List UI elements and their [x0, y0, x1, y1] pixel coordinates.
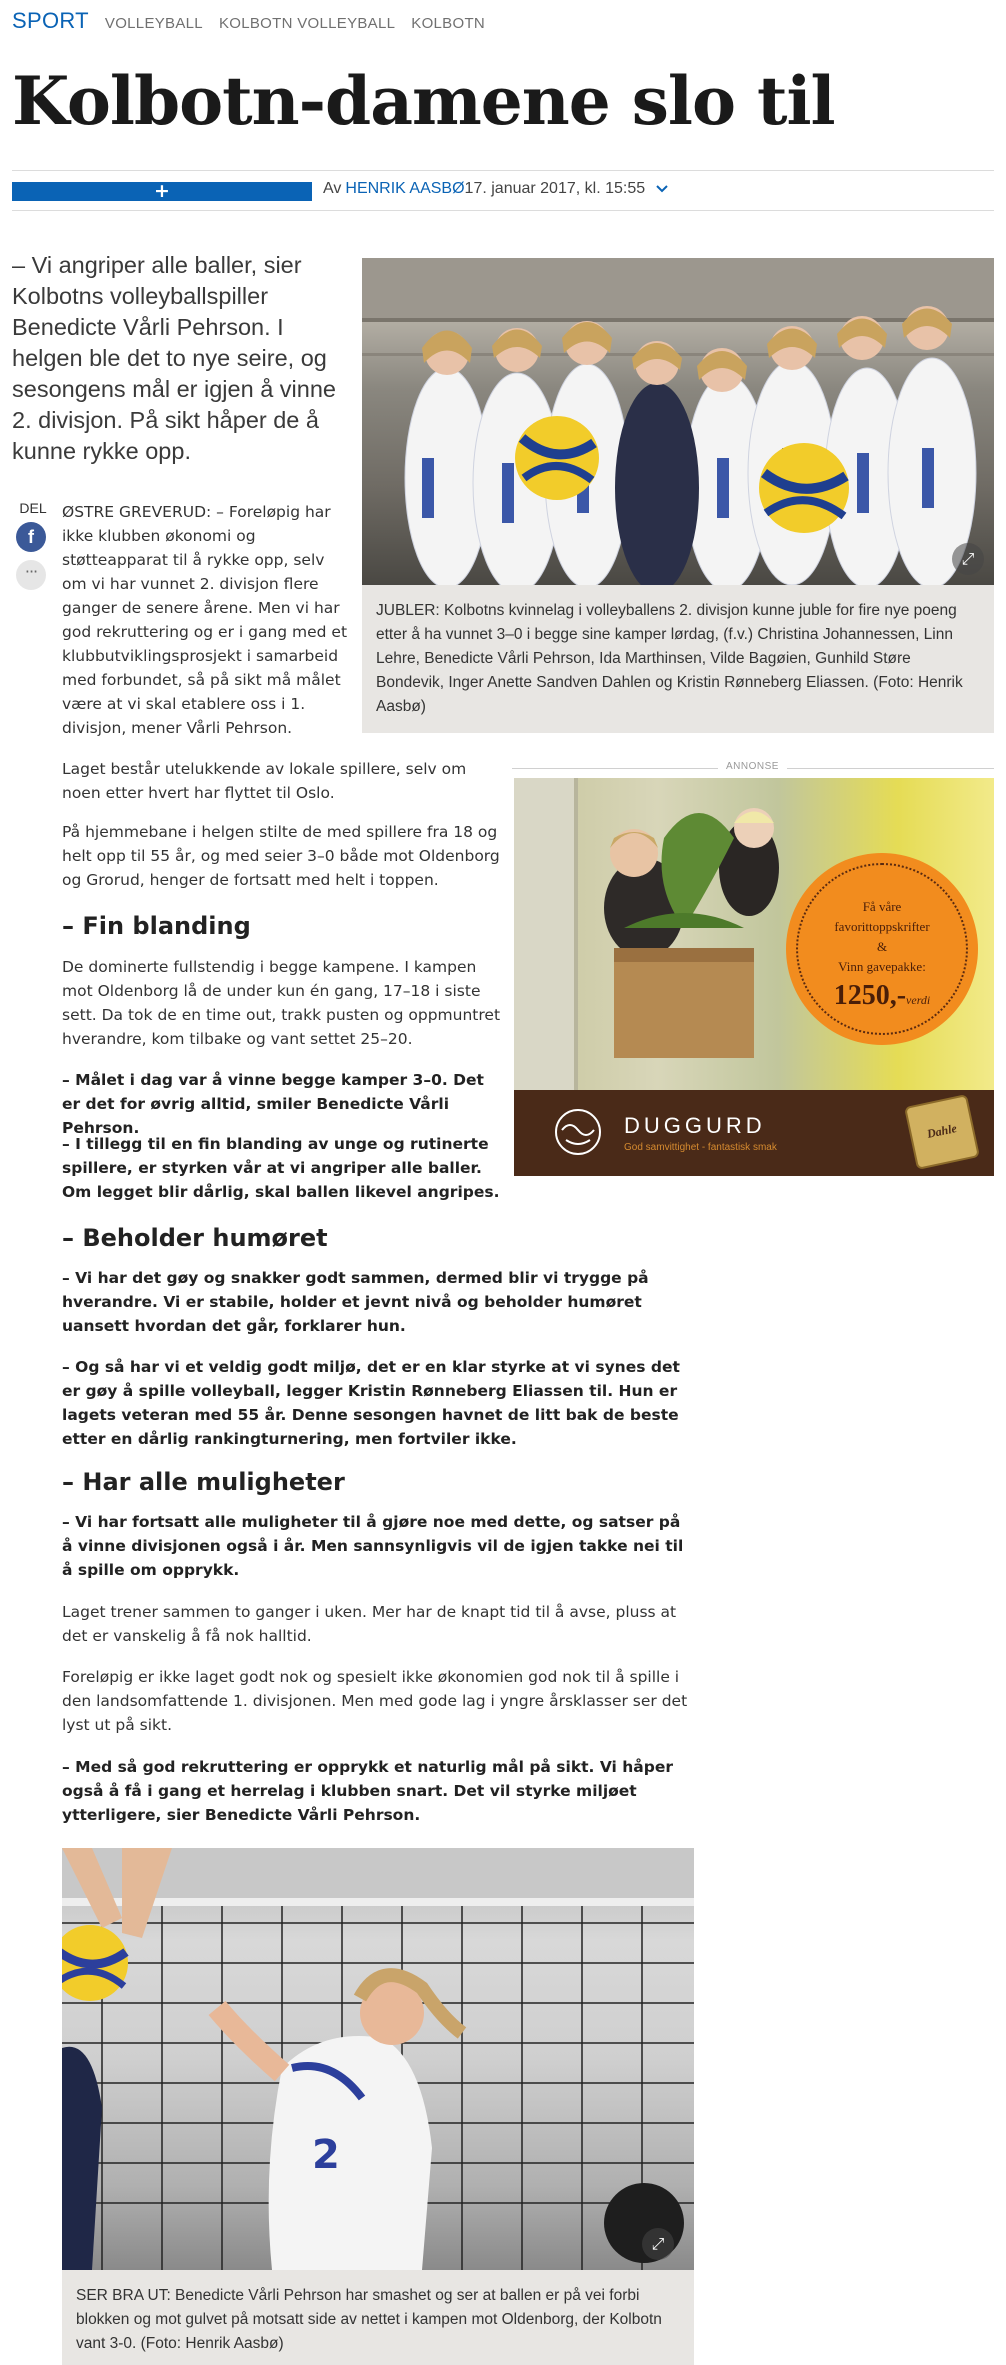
ad-offer-line3: & [876, 939, 888, 954]
svg-text:2: 2 [312, 2132, 340, 2178]
ad-offer-line1: Få våre [862, 899, 902, 914]
paragraph: Laget består utelukkende av lokale spillere, selv om noen etter hvert har flyttet til Oslo. [62, 760, 467, 802]
divider [12, 170, 994, 171]
ad-price-value: 1250,- [833, 980, 907, 1011]
share-panel [16, 500, 50, 590]
byline [323, 180, 669, 198]
ad-offer-circle[interactable] [786, 853, 978, 1045]
team-photo[interactable] [362, 258, 994, 585]
paragraph-quote: – Vi har det gøy og snakker godt sammen, dermed blir vi trygge på hverandre. Vi er stabile, holder et jevnt nivå og beholder humøret uansett hvordan det går, forklarer hun. [62, 1269, 649, 1335]
subheading: – Har alle muligheter [62, 1468, 345, 1496]
dahle-badge-icon [904, 1094, 980, 1170]
team-photo-illustration [362, 258, 994, 585]
breadcrumb-volleyball[interactable]: VOLLEYBALL [104, 15, 203, 32]
divider [12, 210, 994, 211]
byline-prefix: Av [323, 180, 342, 197]
paragraph: ØSTRE GREVERUD: – Foreløpig har ikke klubben økonomi og støtteapparat til å rykke opp, selv om vi har vunnet 2. divisjon flere ganger de senere årene. Men vi har god rekruttering og er i gang med et klubbutviklingsprosjekt i samarbeid med forbundet, så på sikt må målet være at vi skal etablere oss i 1. divisjon, mener Vårli Pehrson. [62, 503, 348, 737]
action-photo-illustration [62, 1848, 694, 2270]
advertisement[interactable] [514, 778, 994, 1176]
plus-icon[interactable]: + [154, 180, 170, 202]
share-label: DEL [19, 500, 47, 516]
breadcrumb [12, 8, 485, 34]
paragraph-quote: – Med så god rekruttering er opprykk et naturlig mål på sikt. Vi håper også å få i gang et herrelag i klubben snart. Det vil styrke miljøet ytterligere, sier Benedicte Vårli Pehrson. [62, 1758, 674, 1824]
paragraph: Laget trener sammen to ganger i uken. Mer har de knapt tid til å avse, pluss at det er vanskelig å få nok halltid. [62, 1603, 677, 1645]
paragraph: De dominerte fullstendig i begge kampene. I kampen mot Oldenborg lå de under kun én gang, 17–18 i siste sett. Da tok de en time out, trakk pusten og oppmuntret hverandre, kom tilbake og vant settet 25–20. [62, 958, 501, 1048]
paragraph-quote: – Målet i dag var å vinne begge kamper 3–0. Det er det for øvrig alltid, smiler Benedicte Vårli Pehrson. [62, 1071, 484, 1137]
photo-caption: JUBLER: Kolbotns kvinnelag i volleyballens 2. divisjon kunne juble for fire nye poeng etter å ha vunnet 3–0 i begge sine kamper lørdag, (f.v.) Christina Johannessen, Linn Lehre, Benedicte Vårli Pehrson, Ida Marthinsen, Vilde Bagøien, Gunhild Støre Bondevik, Inger Anette Sandven Dahlen og Kristin Rønneberg Eliassen. (Foto: Henrik Aasbø) [362, 585, 994, 733]
ad-offer-text [796, 863, 968, 1035]
subheading: – Beholder humøret [62, 1224, 328, 1252]
action-photo[interactable] [62, 1848, 694, 2270]
expand-icon[interactable]: ⤢ [642, 2228, 674, 2260]
chevron-down-icon[interactable] [655, 181, 669, 197]
photo-caption: SER BRA UT: Benedicte Vårli Pehrson har smashet og ser at ballen er på vei forbi blokken og mot gulvet på motsatt side av nettet i kampen mot Oldenborg, der Kolbotn vant 3-0. (Foto: Henrik Aasbø) [62, 2270, 694, 2365]
ad-price [798, 979, 966, 1017]
page-title: Kolbotn-damene slo til [12, 62, 835, 140]
facebook-share-icon[interactable]: f [16, 522, 46, 552]
ad-offer-line4: Vinn gavepakke: [838, 959, 926, 974]
paragraph-quote: – Vi har fortsatt alle muligheter til å gjøre noe med dette, og satser på å vinne divisjonen også i år. Men sannsynligvis vil de igjen takke nei til å spille om opprykk. [62, 1513, 684, 1579]
publish-date: 17. januar 2017, kl. 15:55 [464, 180, 646, 197]
ad-tagline: God samvittighet - fantastisk smak [624, 1142, 777, 1153]
paragraph: Foreløpig er ikke laget godt nok og spesielt ikke økonomien god nok til å spille i den landsomfattende 1. divisjonen. Men med gode lag i yngre årsklasser ser det lyst ut på sikt. [62, 1668, 688, 1734]
subheading: – Fin blanding [62, 912, 251, 940]
expand-icon[interactable]: ⤢ [952, 543, 984, 575]
author-link[interactable]: HENRIK AASBØ [345, 180, 465, 197]
duggurd-logo-icon [548, 1102, 608, 1162]
breadcrumb-kolbotn[interactable]: KOLBOTN [411, 15, 486, 32]
more-share-icon[interactable]: ··· [16, 560, 46, 590]
breadcrumb-kolbotn-volleyball[interactable]: KOLBOTN VOLLEYBALL [218, 15, 396, 32]
paragraph: På hjemmebane i helgen stilte de med spillere fra 18 og helt opp til 55 år, og med seier 3–0 både mot Oldenborg og Grorud, henger de fortsatt med helt i toppen. [62, 823, 500, 889]
ad-badge-text: Dahle [925, 1121, 958, 1141]
paragraph-quote: – Og så har vi et veldig godt miljø, det er en klar styrke at vi synes det er gøy å spille volleyball, legger Kristin Rønneberg Eliassen til. Hun er lagets veteran med 55 år. Denne sesongen havnet de litt bak de beste etter en dårlig rankingturnering, men fortviler ikke. [62, 1358, 680, 1448]
ad-brand: DUGGURD [624, 1113, 766, 1138]
paragraph-quote: – I tillegg til en fin blanding av unge og rutinerte spillere, er styrken vår at vi angriper alle baller. Om legget blir dårlig, skal ballen likevel angripes. [62, 1135, 500, 1201]
article-lead: – Vi angriper alle baller, sier Kolbotns volleyballspiller Benedicte Vårli Pehrson. I helgen ble det to nye seire, og sesongens mål er igjen å vinne 2. divisjon. På sikt håper de å kunne rykke opp. [12, 252, 336, 464]
ad-price-suffix: verdi [906, 993, 931, 1007]
breadcrumb-sport[interactable]: SPORT [12, 8, 89, 33]
ad-label: ANNONSE [718, 761, 787, 772]
ad-offer-line2: favorittoppskrifter [834, 919, 930, 934]
